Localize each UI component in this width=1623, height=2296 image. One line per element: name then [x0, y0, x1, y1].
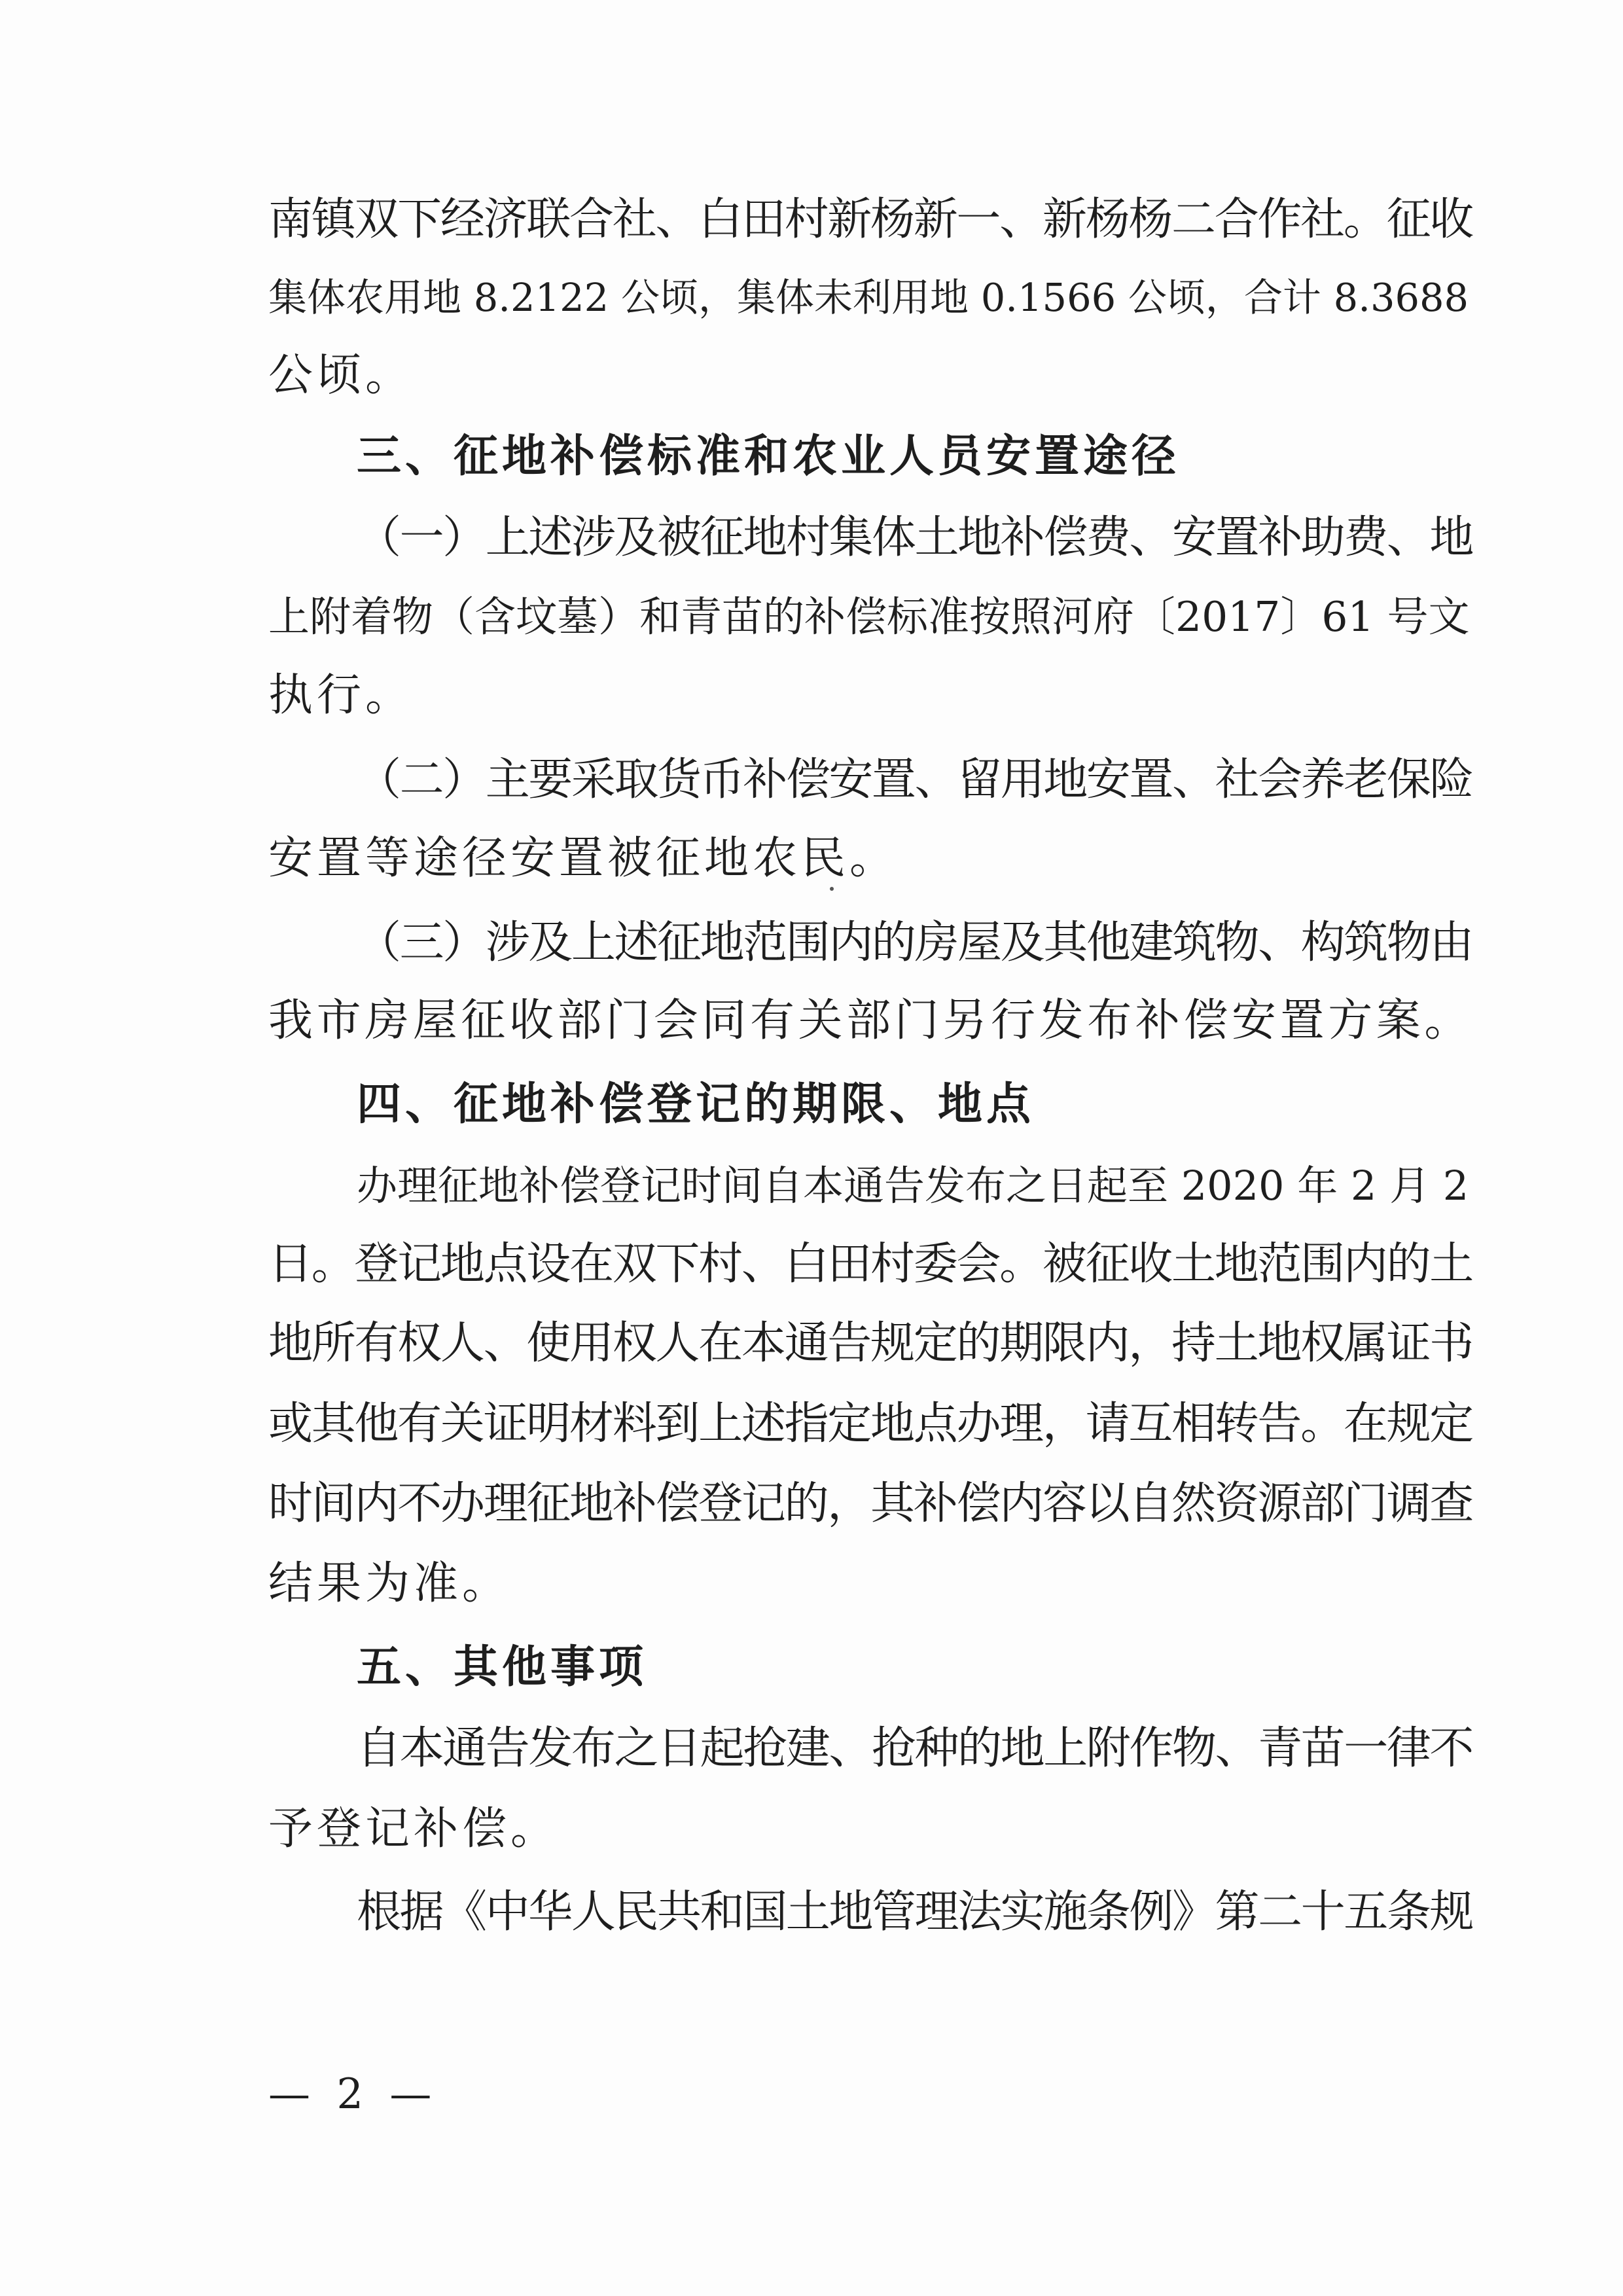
body-line: 公顷。 [268, 350, 414, 401]
body-line: （一）上述涉及被征地村集体土地补偿费、安置补助费、地 [357, 512, 1473, 564]
body-line: 办理征地补偿登记时间自本通告发布之日起至 2020 年 2 月 2 [357, 1162, 1469, 1210]
body-line: 时间内不办理征地补偿登记的，其补偿内容以自然资源部门调查 [268, 1478, 1473, 1530]
section-heading-5: 五、其他事项 [357, 1641, 648, 1693]
page-number: — 2 — [268, 2070, 438, 2119]
body-line: 或其他有关证明材料到上述指定地点办理，请互相转告。在规定 [268, 1398, 1473, 1450]
body-line: 日。登记地点设在双下村、白田村委会。被征收土地范围内的土 [268, 1238, 1473, 1290]
body-line: 集体农用地 8.2122 公顷，集体未利用地 0.1566 公顷，合计 8.3688 [268, 275, 1469, 320]
body-line: （三）涉及上述征地范围内的房屋及其他建筑物、构筑物由 [357, 917, 1473, 969]
body-line: 地所有权人、使用权人在本通告规定的期限内，持土地权属证书 [268, 1318, 1473, 1369]
body-line: 根据《中华人民共和国土地管理法实施条例》第二十五条规 [357, 1886, 1473, 1938]
section-heading-4: 四、征地补偿登记的期限、地点 [357, 1079, 1035, 1130]
body-line: 南镇双下经济联合社、白田村新杨新一、新杨杨二合作社。征收 [268, 194, 1473, 245]
body-line: 自本通告发布之日起抢建、抢种的地上附作物、青苗一律不 [357, 1723, 1473, 1774]
body-line: （二）主要采取货币补偿安置、留用地安置、社会养老保险 [357, 754, 1473, 806]
body-line: 安置等途径安置被征地农民。 [268, 833, 899, 884]
body-line: 予登记补偿。 [268, 1803, 560, 1855]
body-line: 上附着物（含坟墓）和青苗的补偿标准按照河府〔2017〕61 号文 [268, 593, 1470, 641]
body-line: 我市房屋征收部门会同有关部门另行发布补偿安置方案。 [268, 995, 1473, 1047]
section-heading-3: 三、征地补偿标准和农业人员安置途径 [357, 431, 1181, 482]
scan-speck [830, 887, 834, 891]
body-line: 结果为准。 [268, 1558, 511, 1609]
body-line: 执行。 [268, 670, 414, 721]
